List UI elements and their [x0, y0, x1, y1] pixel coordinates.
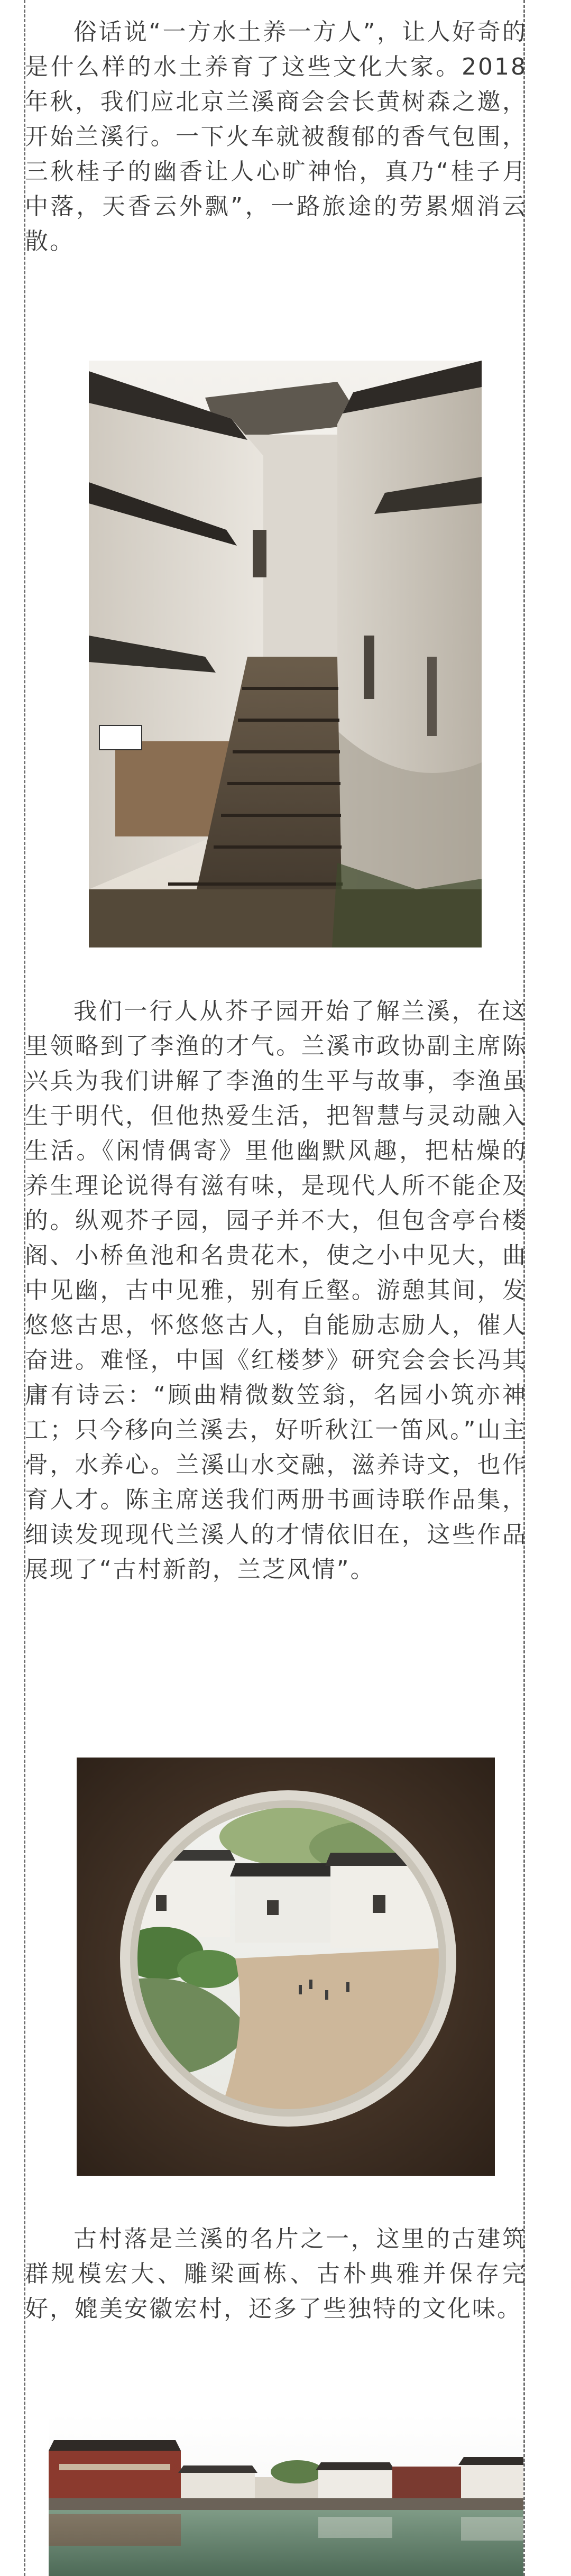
paragraph-intro: 俗话说“一方水土养一方人”，让人好奇的是什么样的水土养育了这些文化大家。2018年秋，我们应北京兰溪商会会长黄树森之邀，开始兰溪行。一下火车就被馥郁的香气包围，三秋桂子的幽香让人心旷神怡，真乃“桂子月中落，天香云外飘”，一路旅途的劳累烟消云散。	[25, 19, 527, 255]
photo-moon-gate-village	[77, 1758, 495, 2176]
paragraph-ancient-village: 古村落是兰溪的名片之一，这里的古建筑群规模宏大、雕梁画栋、古朴典雅并保存完好，媲美安徽宏村，还多了些独特的文化味。	[25, 2225, 527, 2322]
photo-alley-stairs	[89, 361, 482, 947]
photo-village-panorama	[49, 2414, 523, 2576]
paragraph-jieziyuan: 我们一行人从芥子园开始了解兰溪，在这里领略到了李渔的才气。兰溪市政协副主席陈兴兵为我们讲解了李渔的生平与故事，李渔虽生于明代，但他热爱生活，把智慧与灵动融入生活。《闲情偶寄》里他幽默风趣，把枯燥的养生理论说得有滋有味，是现代人所不能企及的。纵观芥子园，园子并不大，但包含亭台楼阁、小桥鱼池和名贵花木，使之小中见大，曲中见幽，古中见雅，别有丘壑。游憩其间，发悠悠古思，怀悠悠古人，自能励志励人，催人奋进。难怪，中国《红楼梦》研究会会长冯其庸有诗云：“顾曲精微数笠翁，名园小筑亦神工；只今移向兰溪去，好听秋江一笛风。”山主骨，水养心。兰溪山水交融，滋养诗文，也作育人才。陈主席送我们两册书画诗联作品集，细读发现现代兰溪人的才情依旧在，这些作品展现了“古村新韵，兰芝风情”。	[25, 998, 527, 1583]
